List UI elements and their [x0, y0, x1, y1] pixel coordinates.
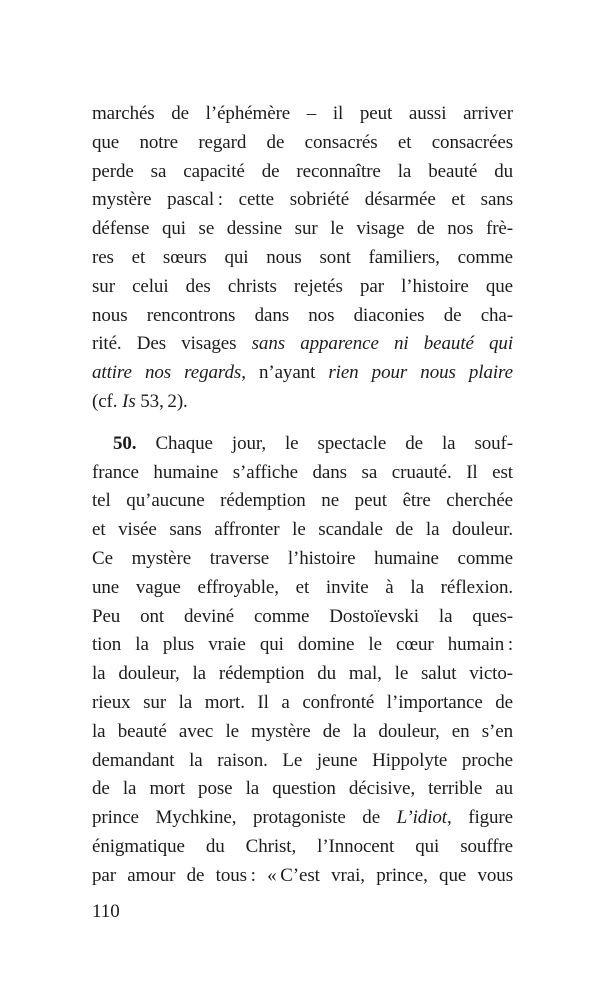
text-segment: mystère pascal : cette sobriété désarmée et sans [92, 189, 513, 211]
text-segment: tion la plus vraie qui domine le cœur humain : [92, 634, 513, 656]
text-segment: 50. [113, 432, 137, 454]
text-segment: et visée sans affronter le scandale de la douleur. [92, 519, 513, 541]
text-segment: Chaque jour, le spectacle de la souf- [136, 432, 513, 454]
text-segment: (cf. [92, 390, 123, 412]
text-line [92, 330, 513, 359]
text-line [92, 388, 513, 417]
text-line [92, 747, 513, 776]
text-line [92, 804, 513, 833]
text-line [92, 862, 513, 891]
paragraph [92, 430, 513, 891]
text-segment: Is [122, 390, 136, 412]
page-text-block [92, 100, 513, 891]
text-segment: rité. Des visages [92, 333, 252, 355]
text-segment: nous rencontrons dans nos diaconies de cha- [92, 304, 513, 326]
text-line [92, 273, 513, 302]
text-segment: rien pour nous plaire [328, 362, 513, 384]
text-line [92, 129, 513, 158]
text-line [92, 631, 513, 660]
text-line [92, 574, 513, 603]
text-segment: par amour de tous : « C’est vrai, prince, que vous [92, 864, 513, 886]
text-segment: demandant la raison. Le jeune Hippolyte proche [92, 749, 513, 771]
text-segment: une vague effroyable, et invite à la réflexion. [92, 576, 513, 598]
text-segment: prince Mychkine, protagoniste de [92, 807, 397, 829]
paragraph [92, 100, 513, 417]
text-segment: de la mort pose la question décisive, terrible au [92, 778, 513, 800]
text-line [92, 516, 513, 545]
text-line [92, 775, 513, 804]
text-line [92, 215, 513, 244]
text-line [92, 689, 513, 718]
text-line [92, 833, 513, 862]
text-segment: la douleur, la rédemption du mal, le salut victo- [92, 663, 513, 685]
text-line [92, 430, 513, 459]
text-line [92, 603, 513, 632]
text-segment: france humaine s’affiche dans sa cruauté. Il est [92, 461, 513, 483]
text-segment: , figure [446, 807, 513, 829]
text-line [92, 660, 513, 689]
text-line [92, 302, 513, 331]
text-line [92, 459, 513, 488]
text-segment: énigmatique du Christ, l’Innocent qui souffre [92, 835, 513, 857]
text-segment: 53, 2). [135, 390, 188, 412]
text-segment: tel qu’aucune rédemption ne peut être cherchée [92, 490, 513, 512]
text-segment: , n’ayant [241, 362, 329, 384]
text-segment: perde sa capacité de reconnaître la beauté du [92, 160, 513, 182]
text-segment: L’idiot [396, 807, 447, 829]
text-line [92, 158, 513, 187]
text-segment: marchés de l’éphémère – il peut aussi arriver [92, 103, 513, 124]
text-line [92, 359, 513, 388]
text-line [92, 545, 513, 574]
text-line [92, 718, 513, 747]
text-line [92, 244, 513, 273]
text-segment: attire nos regards [92, 362, 242, 384]
text-segment: rieux sur la mort. Il a confronté l’importance de [92, 691, 513, 713]
text-segment: que notre regard de consacrés et consacrées [92, 131, 513, 153]
text-segment: sans apparence ni beauté qui [251, 333, 513, 355]
text-segment: res et sœurs qui nous sont familiers, comme [92, 246, 513, 268]
text-line [92, 487, 513, 516]
text-segment: défense qui se dessine sur le visage de nos frè- [92, 218, 513, 240]
text-segment: sur celui des christs rejetés par l’histoire que [92, 275, 513, 297]
text-segment: Peu ont deviné comme Dostoïevski la ques- [92, 605, 513, 627]
page-number: 110 [92, 901, 120, 922]
text-segment: la beauté avec le mystère de la douleur, en s’en [92, 720, 513, 742]
text-segment: Ce mystère traverse l’histoire humaine comme [92, 547, 513, 569]
text-line [92, 100, 513, 129]
text-line [92, 186, 513, 215]
